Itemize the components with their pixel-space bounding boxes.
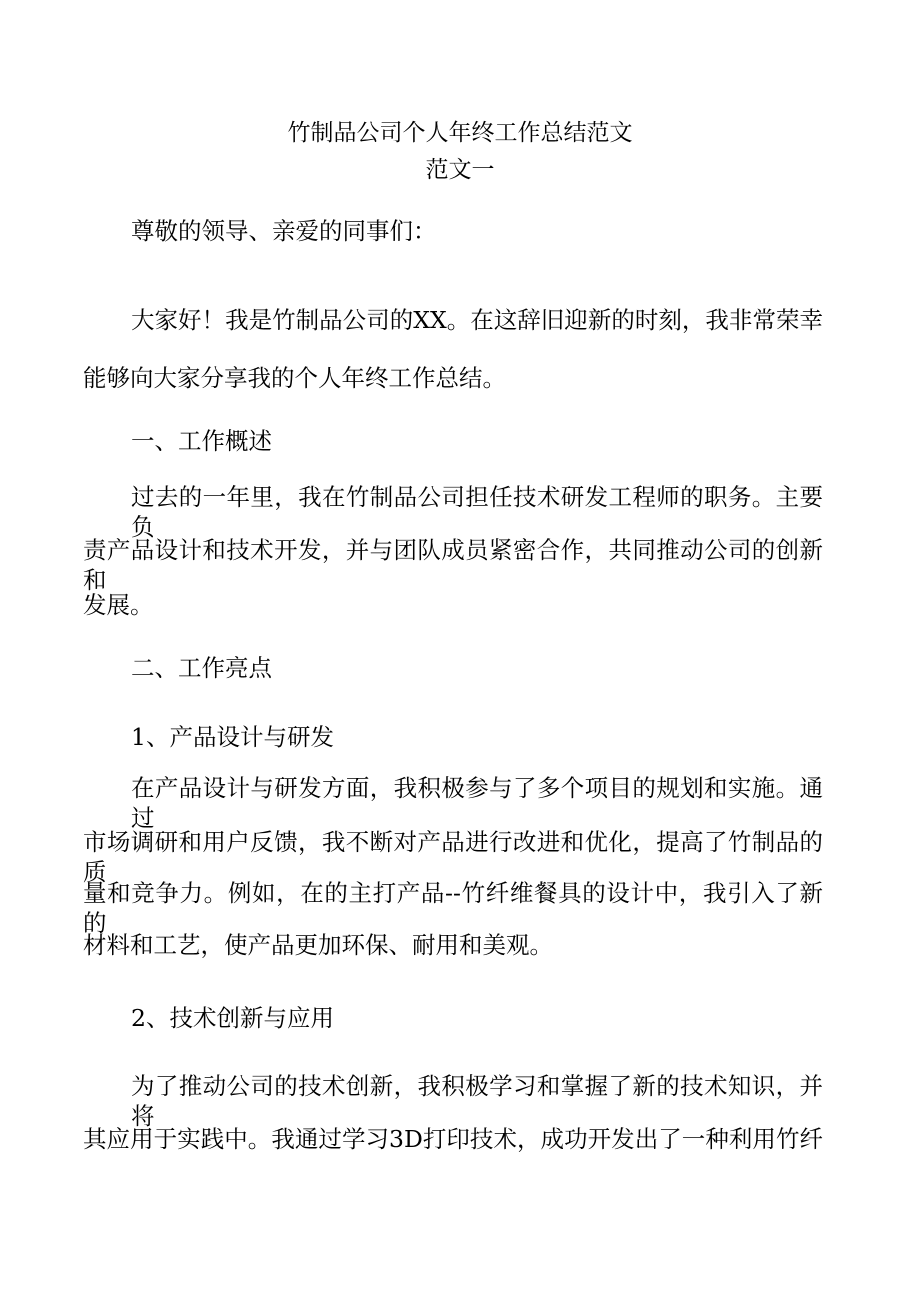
paragraph-line: 为了推动公司的技术创新，我积极学习和掌握了新的技术知识，并将 [131,1072,823,1130]
document-title: 竹制品公司个人年终工作总结范文 [287,120,633,146]
paragraph-line: 市场调研和用户反馈，我不断对产品进行改进和优化，提高了竹制品的质 [83,828,823,886]
paragraph-line: 其应用于实践中。我通过学习3D打印技术，成功开发出了一种利用竹纤 [83,1125,823,1153]
section-heading: 二、工作亮点 [131,654,272,682]
paragraph-line: 量和竞争力。例如，在的主打产品--竹纤维餐具的设计中，我引入了新的 [83,879,823,937]
paragraph-line: 发展。 [83,591,154,619]
paragraph-line: 材料和工艺，使产品更加环保、耐用和美观。 [83,931,553,959]
paragraph-line: 过去的一年里，我在竹制品公司担任技术研发工程师的职务。主要负 [131,483,823,541]
salutation: 尊敬的领导、亲爱的同事们： [131,217,437,245]
paragraph-line: 能够向大家分享我的个人年终工作总结。 [83,364,506,392]
section-heading: 一、工作概述 [131,427,272,455]
document-subtitle: 范文一 [425,157,495,183]
subsection-heading: 2、技术创新与应用 [131,1004,334,1032]
subsection-heading: 1、产品设计与研发 [131,723,334,751]
paragraph-line: 大家好！我是竹制品公司的XX。在这辞旧迎新的时刻，我非常荣幸 [131,306,823,334]
paragraph-line: 在产品设计与研发方面，我积极参与了多个项目的规划和实施。通过 [131,774,823,832]
paragraph-line: 责产品设计和技术开发，并与团队成员紧密合作，共同推动公司的创新和 [83,536,823,594]
